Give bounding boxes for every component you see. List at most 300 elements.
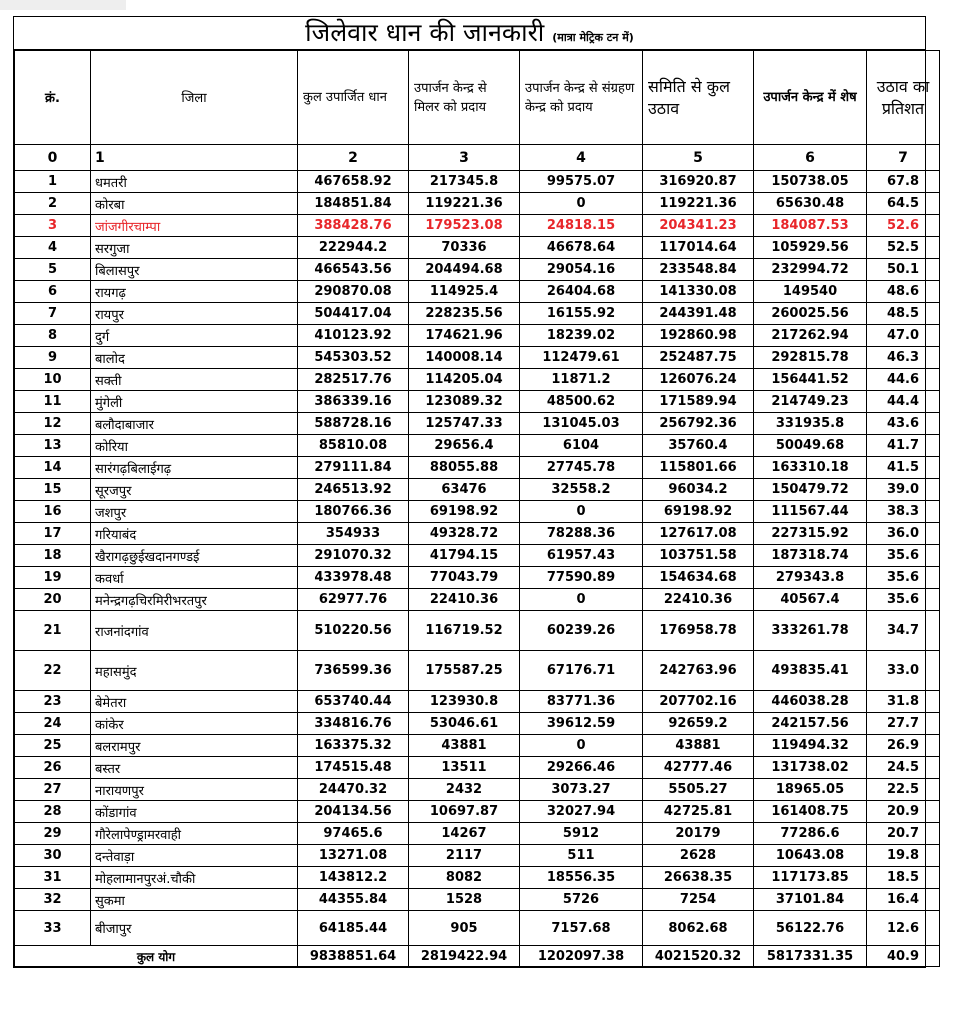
row-value: 77286.6 xyxy=(754,823,867,845)
table-row xyxy=(15,501,940,523)
row-value: 39.0 xyxy=(867,479,940,501)
row-value: 7254 xyxy=(643,889,754,911)
row-value: 22410.36 xyxy=(409,589,520,611)
corner-tab xyxy=(0,0,126,10)
row-value: 49328.72 xyxy=(409,523,520,545)
row-district: बलरामपुर xyxy=(91,735,298,757)
row-district: गौरेलापेण्ड्रामरवाही xyxy=(91,823,298,845)
row-value: 63476 xyxy=(409,479,520,501)
row-value: 2432 xyxy=(409,779,520,801)
row-sno: 31 xyxy=(15,867,91,889)
row-value: 44.6 xyxy=(867,369,940,391)
row-value: 26404.68 xyxy=(520,281,643,303)
header-total-lifting-label: समिति से कुल उठाव xyxy=(648,76,730,118)
header-balance xyxy=(754,51,867,145)
row-sno: 20 xyxy=(15,589,91,611)
row-district: बिलासपुर xyxy=(91,259,298,281)
row-value: 905 xyxy=(409,911,520,946)
row-value: 65630.48 xyxy=(754,193,867,215)
row-value: 88055.88 xyxy=(409,457,520,479)
row-value: 260025.56 xyxy=(754,303,867,325)
row-sno: 18 xyxy=(15,545,91,567)
row-value: 47.0 xyxy=(867,325,940,347)
row-value: 24818.15 xyxy=(520,215,643,237)
row-value: 69198.92 xyxy=(409,501,520,523)
row-value: 35.6 xyxy=(867,589,940,611)
row-district: सारंगढ़बिलाईगढ़ xyxy=(91,457,298,479)
table-row xyxy=(15,757,940,779)
row-value: 333261.78 xyxy=(754,611,867,651)
row-value: 0 xyxy=(520,193,643,215)
row-sno: 33 xyxy=(15,911,91,946)
row-value: 50.1 xyxy=(867,259,940,281)
header-district xyxy=(91,51,298,145)
row-value: 3073.27 xyxy=(520,779,643,801)
row-value: 77590.89 xyxy=(520,567,643,589)
row-sno: 26 xyxy=(15,757,91,779)
row-value: 22.5 xyxy=(867,779,940,801)
row-value: 511 xyxy=(520,845,643,867)
row-value: 13271.08 xyxy=(298,845,409,867)
header-total-procured xyxy=(298,51,409,145)
row-district: जांजगीरचाम्पा xyxy=(91,215,298,237)
row-value: 12.6 xyxy=(867,911,940,946)
row-value: 103751.58 xyxy=(643,545,754,567)
row-value: 46678.64 xyxy=(520,237,643,259)
row-sno: 15 xyxy=(15,479,91,501)
total-label: कुल योग xyxy=(15,946,298,967)
row-sno: 29 xyxy=(15,823,91,845)
row-value: 67.8 xyxy=(867,171,940,193)
row-value: 41794.15 xyxy=(409,545,520,567)
row-value: 204134.56 xyxy=(298,801,409,823)
header-sno-label: क्रं. xyxy=(45,91,60,106)
table-row xyxy=(15,735,940,757)
total-cell: 40.9 xyxy=(867,946,940,967)
total-cell: 2819422.94 xyxy=(409,946,520,967)
row-sno: 6 xyxy=(15,281,91,303)
row-district: मोहलामानपुरअं.चौकी xyxy=(91,867,298,889)
row-value: 246513.92 xyxy=(298,479,409,501)
row-value: 331935.8 xyxy=(754,413,867,435)
row-district: धमतरी xyxy=(91,171,298,193)
report-title xyxy=(14,17,925,50)
table-row xyxy=(15,823,940,845)
column-number: 7 xyxy=(867,145,940,171)
row-district: कोंडागांव xyxy=(91,801,298,823)
header-lifting-percent xyxy=(867,51,940,145)
row-value: 2628 xyxy=(643,845,754,867)
row-value: 35760.4 xyxy=(643,435,754,457)
table-row xyxy=(15,435,940,457)
row-value: 156441.52 xyxy=(754,369,867,391)
row-value: 26.9 xyxy=(867,735,940,757)
row-value: 2117 xyxy=(409,845,520,867)
row-value: 13511 xyxy=(409,757,520,779)
row-sno: 25 xyxy=(15,735,91,757)
row-value: 114205.04 xyxy=(409,369,520,391)
table-row xyxy=(15,691,940,713)
header-total-procured-label: कुल उपार्जित धान xyxy=(303,90,387,105)
row-sno: 9 xyxy=(15,347,91,369)
row-value: 256792.36 xyxy=(643,413,754,435)
header-to-storage xyxy=(520,51,643,145)
row-sno: 3 xyxy=(15,215,91,237)
row-district: बीजापुर xyxy=(91,911,298,946)
row-value: 290870.08 xyxy=(298,281,409,303)
title-unit-note: (मात्रा मेट्रिक टन में) xyxy=(552,31,634,44)
row-sno: 17 xyxy=(15,523,91,545)
row-value: 32027.94 xyxy=(520,801,643,823)
column-number: 6 xyxy=(754,145,867,171)
district-table xyxy=(14,50,940,967)
row-value: 18965.05 xyxy=(754,779,867,801)
header-district-label: जिला xyxy=(181,91,207,106)
row-value: 27.7 xyxy=(867,713,940,735)
row-district: बेमेतरा xyxy=(91,691,298,713)
row-value: 410123.92 xyxy=(298,325,409,347)
row-value: 125747.33 xyxy=(409,413,520,435)
row-value: 20.9 xyxy=(867,801,940,823)
row-value: 150738.05 xyxy=(754,171,867,193)
row-value: 16155.92 xyxy=(520,303,643,325)
row-value: 24.5 xyxy=(867,757,940,779)
table-row xyxy=(15,237,940,259)
row-value: 545303.52 xyxy=(298,347,409,369)
row-value: 163375.32 xyxy=(298,735,409,757)
row-value: 7157.68 xyxy=(520,911,643,946)
row-value: 119494.32 xyxy=(754,735,867,757)
row-value: 112479.61 xyxy=(520,347,643,369)
row-district: गरियाबंद xyxy=(91,523,298,545)
row-value: 149540 xyxy=(754,281,867,303)
table-body xyxy=(15,171,940,946)
row-value: 115801.66 xyxy=(643,457,754,479)
row-value: 736599.36 xyxy=(298,651,409,691)
title-main: जिलेवार धान की जानकारी xyxy=(305,18,545,47)
row-value: 187318.74 xyxy=(754,545,867,567)
row-value: 42725.81 xyxy=(643,801,754,823)
row-value: 143812.2 xyxy=(298,867,409,889)
table-row xyxy=(15,193,940,215)
row-value: 85810.08 xyxy=(298,435,409,457)
row-value: 354933 xyxy=(298,523,409,545)
row-value: 111567.44 xyxy=(754,501,867,523)
row-value: 127617.08 xyxy=(643,523,754,545)
table-row xyxy=(15,611,940,651)
row-value: 14267 xyxy=(409,823,520,845)
row-value: 16.4 xyxy=(867,889,940,911)
row-value: 0 xyxy=(520,501,643,523)
row-value: 116719.52 xyxy=(409,611,520,651)
row-district: बालोद xyxy=(91,347,298,369)
row-sno: 16 xyxy=(15,501,91,523)
total-cell: 4021520.32 xyxy=(643,946,754,967)
row-sno: 27 xyxy=(15,779,91,801)
row-value: 227315.92 xyxy=(754,523,867,545)
row-value: 504417.04 xyxy=(298,303,409,325)
row-district: सूरजपुर xyxy=(91,479,298,501)
row-value: 6104 xyxy=(520,435,643,457)
row-sno: 22 xyxy=(15,651,91,691)
row-sno: 2 xyxy=(15,193,91,215)
row-value: 126076.24 xyxy=(643,369,754,391)
row-district: खैरागढ़छुईखदानगण्डई xyxy=(91,545,298,567)
row-district: मनेन्द्रगढ़चिरमिरीभरतपुर xyxy=(91,589,298,611)
table-row xyxy=(15,171,940,193)
row-value: 446038.28 xyxy=(754,691,867,713)
table-row xyxy=(15,413,940,435)
total-cell: 9838851.64 xyxy=(298,946,409,967)
total-cell: 5817331.35 xyxy=(754,946,867,967)
row-value: 29656.4 xyxy=(409,435,520,457)
row-value: 92659.2 xyxy=(643,713,754,735)
table-row xyxy=(15,391,940,413)
table-row xyxy=(15,347,940,369)
table-row xyxy=(15,867,940,889)
row-value: 43.6 xyxy=(867,413,940,435)
table-row xyxy=(15,589,940,611)
row-value: 114925.4 xyxy=(409,281,520,303)
row-value: 44.4 xyxy=(867,391,940,413)
row-value: 20179 xyxy=(643,823,754,845)
row-value: 388428.76 xyxy=(298,215,409,237)
row-value: 61957.43 xyxy=(520,545,643,567)
row-value: 18239.02 xyxy=(520,325,643,347)
row-value: 48.5 xyxy=(867,303,940,325)
row-value: 171589.94 xyxy=(643,391,754,413)
row-value: 38.3 xyxy=(867,501,940,523)
row-value: 131045.03 xyxy=(520,413,643,435)
row-district: जशपुर xyxy=(91,501,298,523)
row-value: 176958.78 xyxy=(643,611,754,651)
row-value: 291070.32 xyxy=(298,545,409,567)
row-value: 1528 xyxy=(409,889,520,911)
row-value: 43881 xyxy=(643,735,754,757)
row-value: 117173.85 xyxy=(754,867,867,889)
table-row xyxy=(15,889,940,911)
row-value: 34.7 xyxy=(867,611,940,651)
row-value: 334816.76 xyxy=(298,713,409,735)
row-value: 141330.08 xyxy=(643,281,754,303)
row-value: 46.3 xyxy=(867,347,940,369)
row-sno: 1 xyxy=(15,171,91,193)
row-district: दुर्ग xyxy=(91,325,298,347)
row-value: 252487.75 xyxy=(643,347,754,369)
row-value: 8062.68 xyxy=(643,911,754,946)
column-number: 2 xyxy=(298,145,409,171)
row-district: बलौदाबाजार xyxy=(91,413,298,435)
row-value: 29054.16 xyxy=(520,259,643,281)
row-value: 184851.84 xyxy=(298,193,409,215)
row-value: 316920.87 xyxy=(643,171,754,193)
row-value: 97465.6 xyxy=(298,823,409,845)
row-value: 31.8 xyxy=(867,691,940,713)
row-value: 466543.56 xyxy=(298,259,409,281)
row-value: 150479.72 xyxy=(754,479,867,501)
row-value: 161408.75 xyxy=(754,801,867,823)
row-value: 123930.8 xyxy=(409,691,520,713)
row-value: 228235.56 xyxy=(409,303,520,325)
row-sno: 11 xyxy=(15,391,91,413)
row-value: 204341.23 xyxy=(643,215,754,237)
row-value: 217262.94 xyxy=(754,325,867,347)
row-value: 77043.79 xyxy=(409,567,520,589)
row-value: 217345.8 xyxy=(409,171,520,193)
row-value: 62977.76 xyxy=(298,589,409,611)
column-number: 4 xyxy=(520,145,643,171)
row-value: 204494.68 xyxy=(409,259,520,281)
row-sno: 4 xyxy=(15,237,91,259)
row-district: कांकेर xyxy=(91,713,298,735)
header-total-lifting xyxy=(643,51,754,145)
row-value: 40567.4 xyxy=(754,589,867,611)
row-value: 232994.72 xyxy=(754,259,867,281)
table-row xyxy=(15,325,940,347)
table-row xyxy=(15,651,940,691)
row-value: 467658.92 xyxy=(298,171,409,193)
row-value: 5912 xyxy=(520,823,643,845)
row-sno: 30 xyxy=(15,845,91,867)
row-value: 163310.18 xyxy=(754,457,867,479)
row-district: रायगढ़ xyxy=(91,281,298,303)
total-row xyxy=(15,946,940,967)
row-value: 175587.25 xyxy=(409,651,520,691)
row-sno: 14 xyxy=(15,457,91,479)
row-district: कोरिया xyxy=(91,435,298,457)
row-value: 78288.36 xyxy=(520,523,643,545)
row-district: महासमुंद xyxy=(91,651,298,691)
row-value: 184087.53 xyxy=(754,215,867,237)
row-value: 493835.41 xyxy=(754,651,867,691)
row-sno: 24 xyxy=(15,713,91,735)
row-value: 180766.36 xyxy=(298,501,409,523)
row-value: 292815.78 xyxy=(754,347,867,369)
row-sno: 19 xyxy=(15,567,91,589)
row-sno: 28 xyxy=(15,801,91,823)
row-value: 53046.61 xyxy=(409,713,520,735)
row-sno: 12 xyxy=(15,413,91,435)
row-value: 36.0 xyxy=(867,523,940,545)
table-row xyxy=(15,259,940,281)
row-value: 282517.76 xyxy=(298,369,409,391)
header-to-miller xyxy=(409,51,520,145)
row-value: 32558.2 xyxy=(520,479,643,501)
row-district: सुकमा xyxy=(91,889,298,911)
row-value: 39612.59 xyxy=(520,713,643,735)
table-row xyxy=(15,779,940,801)
row-value: 5505.27 xyxy=(643,779,754,801)
row-value: 37101.84 xyxy=(754,889,867,911)
row-district: राजनांदगांव xyxy=(91,611,298,651)
row-value: 11871.2 xyxy=(520,369,643,391)
row-district: दन्तेवाड़ा xyxy=(91,845,298,867)
row-value: 653740.44 xyxy=(298,691,409,713)
row-value: 140008.14 xyxy=(409,347,520,369)
row-value: 10697.87 xyxy=(409,801,520,823)
table-row xyxy=(15,303,940,325)
row-sno: 5 xyxy=(15,259,91,281)
row-value: 0 xyxy=(520,589,643,611)
row-value: 117014.64 xyxy=(643,237,754,259)
row-district: नारायणपुर xyxy=(91,779,298,801)
row-district: रायपुर xyxy=(91,303,298,325)
row-value: 433978.48 xyxy=(298,567,409,589)
row-value: 233548.84 xyxy=(643,259,754,281)
row-value: 19.8 xyxy=(867,845,940,867)
row-sno: 21 xyxy=(15,611,91,651)
row-value: 119221.36 xyxy=(643,193,754,215)
row-district: सरगुजा xyxy=(91,237,298,259)
column-number: 1 xyxy=(91,145,298,171)
row-value: 48.6 xyxy=(867,281,940,303)
table-row xyxy=(15,281,940,303)
table-row xyxy=(15,713,940,735)
row-value: 35.6 xyxy=(867,545,940,567)
header-row xyxy=(15,51,940,145)
row-value: 67176.71 xyxy=(520,651,643,691)
row-value: 99575.07 xyxy=(520,171,643,193)
row-sno: 23 xyxy=(15,691,91,713)
row-sno: 7 xyxy=(15,303,91,325)
row-value: 29266.46 xyxy=(520,757,643,779)
row-value: 42777.46 xyxy=(643,757,754,779)
row-value: 510220.56 xyxy=(298,611,409,651)
row-value: 41.7 xyxy=(867,435,940,457)
table-row xyxy=(15,567,940,589)
row-value: 33.0 xyxy=(867,651,940,691)
row-value: 179523.08 xyxy=(409,215,520,237)
row-value: 154634.68 xyxy=(643,567,754,589)
row-sno: 8 xyxy=(15,325,91,347)
table-row xyxy=(15,545,940,567)
table-row xyxy=(15,215,940,237)
row-value: 41.5 xyxy=(867,457,940,479)
row-value: 105929.56 xyxy=(754,237,867,259)
row-value: 18.5 xyxy=(867,867,940,889)
row-value: 27745.78 xyxy=(520,457,643,479)
row-value: 242763.96 xyxy=(643,651,754,691)
row-value: 44355.84 xyxy=(298,889,409,911)
table-row xyxy=(15,911,940,946)
total-cell: 1202097.38 xyxy=(520,946,643,967)
row-value: 35.6 xyxy=(867,567,940,589)
row-value: 386339.16 xyxy=(298,391,409,413)
row-value: 22410.36 xyxy=(643,589,754,611)
row-value: 96034.2 xyxy=(643,479,754,501)
row-value: 43881 xyxy=(409,735,520,757)
row-district: बस्तर xyxy=(91,757,298,779)
row-district: सक्ती xyxy=(91,369,298,391)
row-value: 50049.68 xyxy=(754,435,867,457)
table-row xyxy=(15,523,940,545)
row-value: 119221.36 xyxy=(409,193,520,215)
row-value: 244391.48 xyxy=(643,303,754,325)
row-value: 10643.08 xyxy=(754,845,867,867)
row-value: 174515.48 xyxy=(298,757,409,779)
row-value: 70336 xyxy=(409,237,520,259)
row-value: 52.5 xyxy=(867,237,940,259)
column-number: 5 xyxy=(643,145,754,171)
row-value: 123089.32 xyxy=(409,391,520,413)
row-sno: 13 xyxy=(15,435,91,457)
row-value: 279111.84 xyxy=(298,457,409,479)
row-value: 174621.96 xyxy=(409,325,520,347)
row-value: 207702.16 xyxy=(643,691,754,713)
header-to-storage-label: उपार्जन केन्द्र से संग्रहण केन्द्र को प्रदाय xyxy=(525,80,635,115)
row-value: 24470.32 xyxy=(298,779,409,801)
row-value: 5726 xyxy=(520,889,643,911)
